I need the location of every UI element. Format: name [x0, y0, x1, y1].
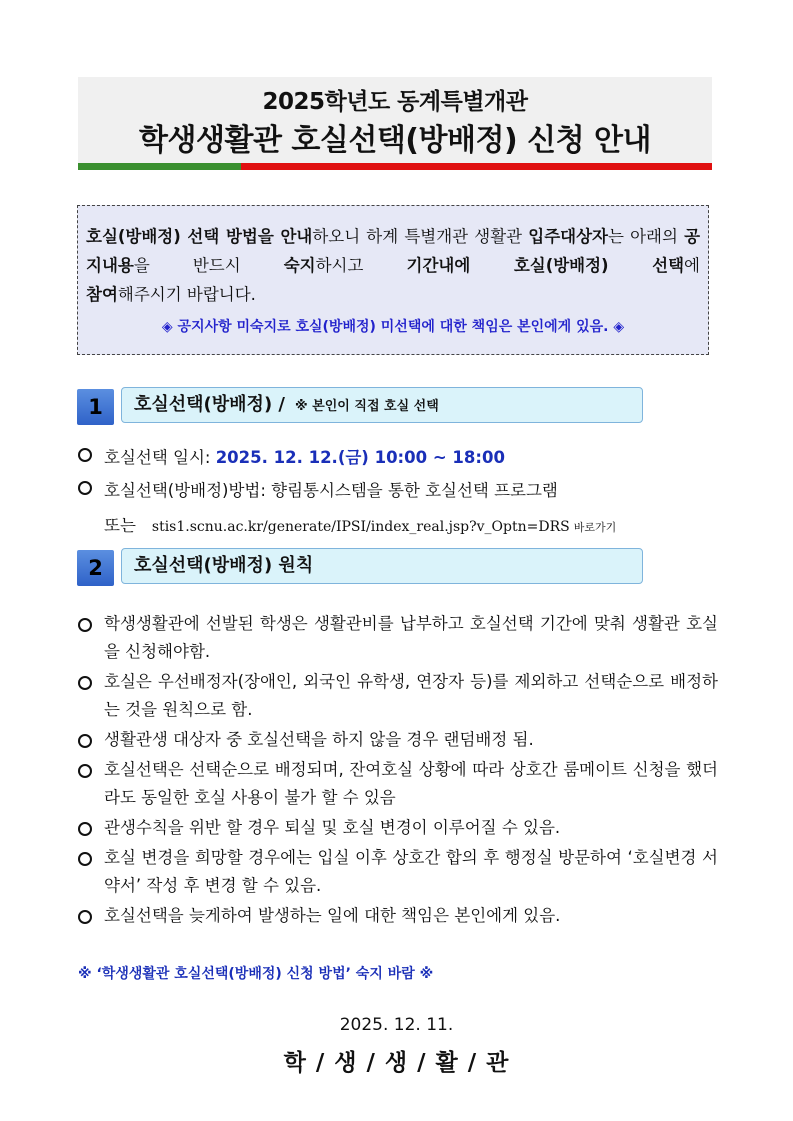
- section-1-title: 호실선택(방배정) /: [134, 394, 286, 415]
- list-item-text: 호실선택을 늦게하여 발생하는 일에 대한 책임은 본인에게 있음.: [104, 906, 561, 925]
- circle-bullet-icon: [78, 481, 92, 495]
- notice-box: [77, 205, 709, 355]
- circle-bullet-icon: [78, 910, 92, 924]
- document-date: 2025. 12. 11.: [339, 1015, 454, 1035]
- notice-seg: 입주대상자: [528, 227, 608, 246]
- circle-bullet-icon: [78, 618, 92, 632]
- notice-seg: 는: [607, 227, 624, 246]
- section-1-note: ※ 본인이 직접 호실 선택: [295, 399, 439, 414]
- page-title: 학생생활관 호실선택(방배정) 신청 안내: [139, 123, 651, 158]
- list-item: [78, 726, 718, 754]
- circle-bullet-icon: [78, 822, 92, 836]
- circle-bullet-icon: [78, 852, 92, 866]
- list-item-text: 생활관생 대상자 중 호실선택을 하지 않을 경우 랜덤배정 됨.: [104, 730, 534, 749]
- title-underline-green: [78, 163, 241, 170]
- list-item-text: 호실 변경을 희망할 경우에는 입실 이후 상호간 합의 후 행정실 방문하여 ‘호실변경 서약서’ 작성 후 변경 할 수 있음.: [104, 848, 718, 895]
- principles-list: [78, 610, 718, 932]
- list-item: [78, 610, 718, 666]
- list-item: [78, 756, 718, 812]
- notice-seg: 아래의: [630, 227, 685, 246]
- notice-seg: 공지내용: [86, 227, 701, 275]
- section-2-title: 호실선택(방배정) 원칙: [134, 555, 314, 576]
- circle-bullet-icon: [78, 764, 92, 778]
- method-text: 호실선택(방배정)방법: 향림통시스템을 통한 호실선택 프로그램: [104, 481, 558, 500]
- notice-seg: 을 반드시: [133, 256, 284, 275]
- notice-seg: 해주시기 바랍니다.: [117, 285, 256, 304]
- method-row: [78, 479, 558, 503]
- circle-bullet-icon: [78, 734, 92, 748]
- list-item-text: 호실은 우선배정자(장애인, 외국인 유학생, 연장자 등)를 제외하고 선택순으로 배정하는 것을 원칙으로 함.: [104, 672, 718, 719]
- notice-seg: 하오니 하계 특별개관 생활관: [312, 227, 529, 246]
- section-2-header: [121, 548, 643, 584]
- circle-bullet-icon: [78, 448, 92, 462]
- notice-seg: 숙지: [283, 256, 316, 275]
- closing-note: ※ ‘학생생활관 호실선택(방배정) 신청 방법’ 숙지 바람 ※: [78, 966, 434, 982]
- schedule-label: 호실선택 일시:: [104, 448, 216, 467]
- notice-seg: 참여: [86, 285, 118, 304]
- or-label: 또는: [104, 516, 136, 535]
- notice-seg: 하시고: [315, 256, 407, 275]
- section-1-header: [121, 387, 643, 423]
- issuer-signature: 학 / 생 / 생 / 활 / 관: [283, 1050, 510, 1076]
- circle-bullet-icon: [78, 676, 92, 690]
- section-1-number: 1: [77, 389, 114, 425]
- list-item-text: 호실선택은 선택순으로 배정되며, 잔여호실 상황에 따라 상호간 룸메이트 신청을 했더라도 동일한 호실 사용이 불가 할 수 있음: [104, 760, 718, 807]
- title-box: [78, 77, 712, 163]
- title-line-1: 2025학년도 동계특별개관: [262, 89, 528, 115]
- list-item-text: 학생생활관에 선발된 학생은 생활관비를 납부하고 호실선택 기간에 맞춰 생활관 호실을 신청해야함.: [104, 614, 718, 661]
- notice-warning: ◈ 공지사항 미숙지로 호실(방배정) 미선택에 대한 책임은 본인에게 있음. ◈: [161, 319, 625, 335]
- schedule-row: [78, 446, 505, 470]
- notice-seg: 호실(방배정) 선택 방법을 안내: [86, 227, 313, 246]
- list-item: [78, 814, 718, 842]
- list-item: [78, 902, 718, 930]
- schedule-value: 2025. 12. 12.(금) 10:00 ~ 18:00: [215, 448, 505, 467]
- section-2-number: 2: [77, 550, 114, 586]
- program-url-link[interactable]: stis1.scnu.ac.kr/generate/IPSI/index_real.jsp?v_Optn=DRS: [151, 519, 570, 535]
- notice-text: [86, 222, 700, 309]
- title-underline-red: [241, 163, 712, 170]
- notice-seg: 기간내에 호실(방배정) 선택: [406, 256, 685, 275]
- list-item: [78, 844, 718, 900]
- list-item-text: 관생수칙을 위반 할 경우 퇴실 및 호실 변경이 이루어질 수 있음.: [104, 818, 561, 837]
- list-item: [78, 668, 718, 724]
- shortcut-link[interactable]: 바로가기: [573, 521, 617, 534]
- notice-seg: 에: [684, 256, 700, 275]
- url-row: [104, 512, 616, 536]
